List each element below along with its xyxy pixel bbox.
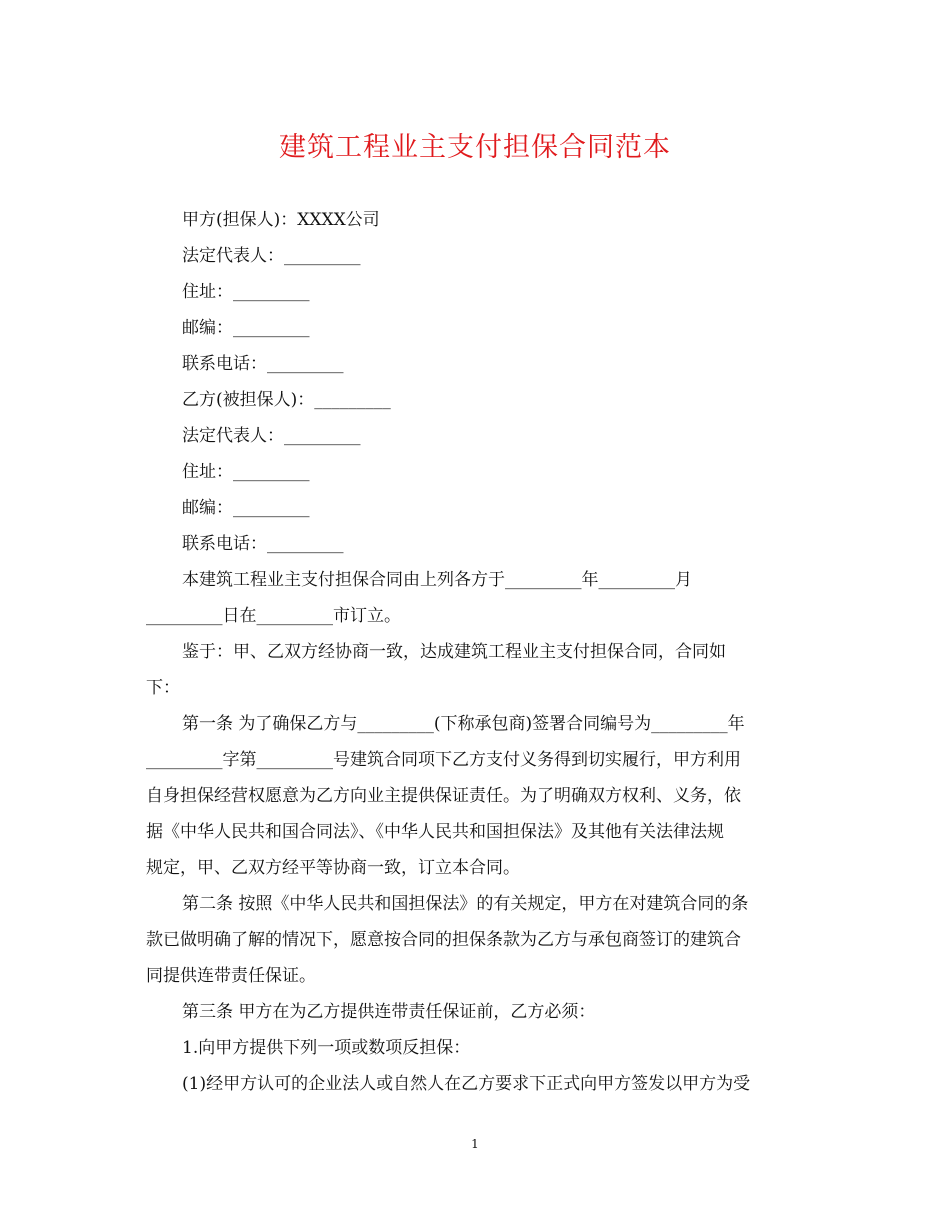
article-3-item-1: 1.向甲方提供下列一项或数项反担保： [182, 1038, 471, 1058]
party-b-postcode: 邮编：_________ [182, 498, 310, 518]
article-1-line-3: 自身担保经营权愿意为乙方向业主提供保证责任。为了明确双方权利、义务，依 [146, 786, 741, 806]
party-a-guarantor: 甲方(担保人)：XXXX公司 [182, 210, 380, 230]
article-2-line-2: 款已做明确了解的情况下，愿意按合同的担保条款为乙方与承包商签订的建筑合 [146, 930, 741, 950]
article-2-line-3: 同提供连带责任保证。 [146, 966, 316, 986]
party-b-address: 住址：_________ [182, 462, 310, 482]
article-2-line-1: 第二条 按照《中华人民共和国担保法》的有关规定，甲方在对建筑合同的条 [182, 894, 749, 914]
article-1-line-4: 据《中华人民共和国合同法》、《中华人民共和国担保法》及其他有关法律法规 [146, 822, 724, 842]
party-a-legal-rep: 法定代表人：_________ [182, 246, 361, 266]
article-1-line-1: 第一条 为了确保乙方与_________(下称承包商)签署合同编号为_________年 [182, 714, 745, 734]
party-a-address: 住址：_________ [182, 282, 310, 302]
party-b-legal-rep: 法定代表人：_________ [182, 426, 361, 446]
whereas-paragraph-line-2: 下： [146, 678, 180, 698]
article-3-item-1-sub-1: (1)经甲方认可的企业法人或自然人在乙方要求下正式向甲方签发以甲方为受 [182, 1074, 751, 1094]
signing-paragraph-line-2: _________日在_________市订立。 [146, 606, 401, 626]
article-3-line-1: 第三条 甲方在为乙方提供连带责任保证前，乙方必须： [182, 1002, 596, 1022]
party-b-guaranteed: 乙方(被担保人)：_________ [182, 390, 391, 410]
article-1-line-5: 规定，甲、乙双方经平等协商一致，订立本合同。 [146, 858, 520, 878]
page-number: 1 [471, 1137, 479, 1151]
article-1-line-2: _________字第_________号建筑合同项下乙方支付义务得到切实履行，甲方利用 [146, 750, 741, 770]
signing-paragraph-line-1: 本建筑工程业主支付担保合同由上列各方于_________年_________月 [182, 570, 692, 590]
party-a-postcode: 邮编：_________ [182, 318, 310, 338]
document-title: 建筑工程业主支付担保合同范本 [279, 132, 671, 163]
party-b-phone: 联系电话：_________ [182, 534, 344, 554]
whereas-paragraph-line-1: 鉴于：甲、乙双方经协商一致，达成建筑工程业主支付担保合同，合同如 [182, 642, 726, 662]
party-a-phone: 联系电话：_________ [182, 354, 344, 374]
